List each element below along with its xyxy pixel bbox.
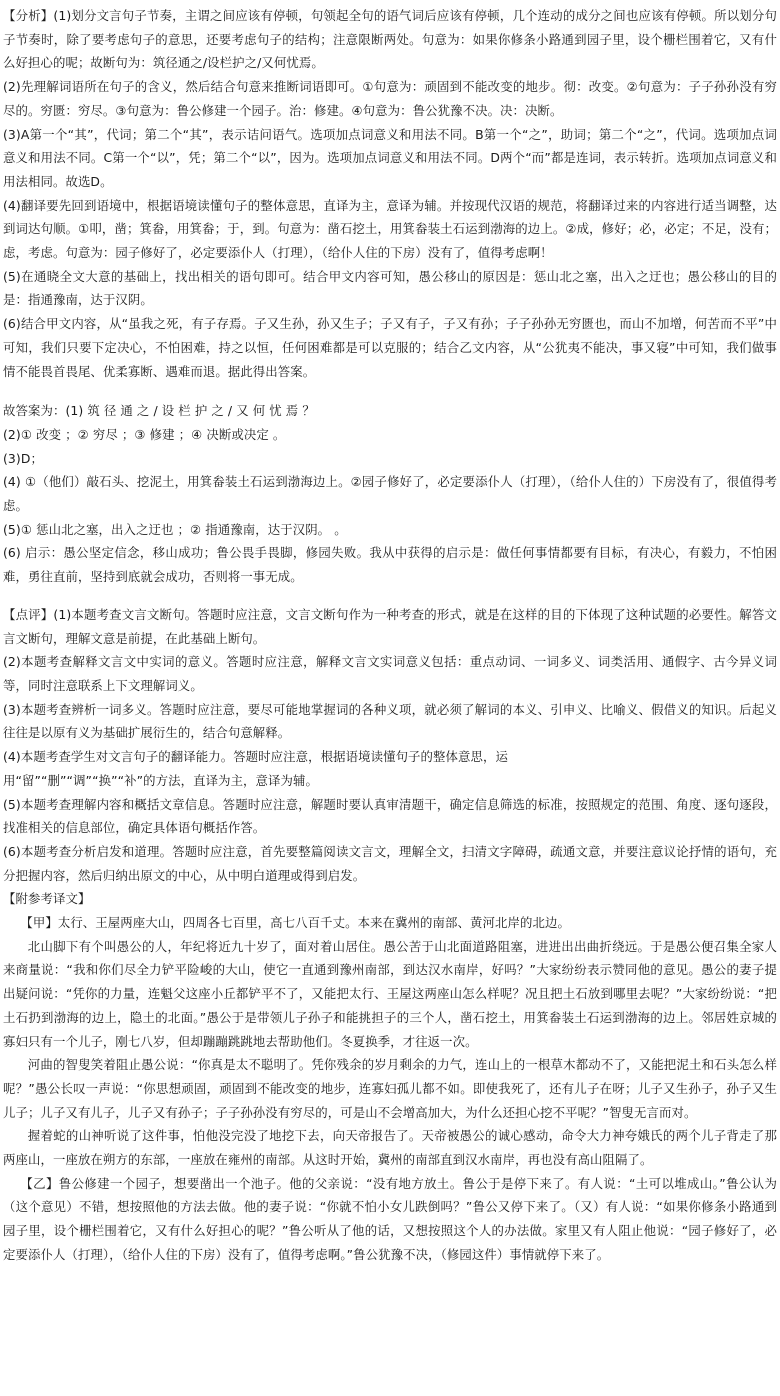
translation-heading: 【附参考译文】 [3,891,91,907]
answers-section [3,399,777,589]
translation-jia-3: 河曲的智叟笑着阻止愚公说：“你真是太不聪明了。凭你残余的岁月剩余的力气，连山上的一根草木都动不了，又能把泥土和石头怎么样呢？”愚公长叹一声说：“你思想顽固，顽固到不能改变的地步，连寡妇孤儿都不如。即使我死了，还有儿子在呀；儿子又生孙子，孙子又生儿子；儿子又有儿子，儿子又有孙子；子子孙孙没有穷尽的，可是山不会增高加大，为什么还担心挖不平呢？”智叟无言而对。 [3,1057,777,1120]
analysis-paragraph-6: (6)结合甲文内容，从“虽我之死，有子存焉。子又生孙，孙又生子；子又有子，子又有孙；子子孙孙无穷匮也，而山不加增，何苦而不平”中可知，我们只要下定决心，不怕困难，持之以恒，任何困难都是可以克服的；结合乙文内容，从“公犹夷不能决，事又寝”中可知，我们做事情不能畏首畏尾、优柔寡断、遇难而退。据此得出答案。 [3,316,777,379]
review-paragraph-2: (2)本题考查解释文言文中实词的意义。答题时应注意，解释文言文实词意义包括：重点动词、一词多义、词类活用、通假字、古今异义词等，同时注意联系上下文理解词义。 [3,654,777,693]
answer-3: (3)D； [3,450,43,466]
answer-2: (2)① 改变 ；② 穷尽 ；③ 修建 ；④ 决断或决定 。 [3,426,286,442]
analysis-section [3,4,777,383]
translation-jia-4: 握着蛇的山神听说了这件事，怕他没完没了地挖下去，向天帝报告了。天帝被愚公的诚心感动，命令大力神夸娥氏的两个儿子背走了那两座山，一座放在朔方的东部，一座放在雍州的南部。从这时开始，冀州的南部直到汉水南岸，再也没有高山阻隔了。 [3,1128,777,1168]
translation-jia-2: 北山脚下有个叫愚公的人，年纪将近九十岁了，面对着山居住。愚公苦于山北面道路阻塞，进进出出曲折绕远。于是愚公便召集全家人来商量说：“我和你们尽全力铲平险峻的大山，使它一直通到豫州南部，到达汉水南岸，好吗？”大家纷纷表示赞同他的意见。愚公的妻子提出疑问说：“凭你的力量，连魁父这座小丘都铲平不了，又能把太行、王屋这两座山怎么样呢？况且把土石放到哪里去呢？”大家纷纷说：“把土石扔到渤海的边上，隐土的北面。”愚公于是带领儿子孙子和能挑担子的三个人，凿石挖土，用箕畚装土石运到渤海的边上。邻居姓京城的寡妇只有一个儿子，刚七八岁，但却蹦蹦跳跳地去帮助他们。冬夏换季，才往返一次。 [3,938,777,1049]
analysis-paragraph-5: (5)在通晓全文大意的基础上，找出相关的语句即可。结合甲文内容可知，愚公移山的原因是：惩山北之塞，出入之迂也；愚公移山的目的是：指通豫南，达于汉阴。 [3,268,777,308]
review-paragraph-3: (3)本题考查辨析一词多义。答题时应注意，要尽可能地掌握词的各种义项，就必须了解词的本义、引申义、比喻义、假借义的知识。后起义往往是以原有义为基础扩展衍生的，结合句意解释。 [3,701,777,741]
translation-section [3,887,777,1266]
answer-4: (4) ①（他们）敲石头、挖泥土，用箕畚装土石运到渤海边上。②园子修好了，必定要添仆人（打理），（给仆人住的）下房没有了，很值得考虑。 [3,474,777,514]
analysis-paragraph-3: (3)A第一个“其”，代词；第二个“其”，表示诘问语气。选项加点词意义和用法不同。B第一个“之”，助词；第二个“之”，代词。选项加点词意义和用法不同。C第一个“以”，凭；第二个“以”，因为。选项加点词意义和用法不同。D两个“而”都是连词，表示转折。选项加点词意义和用法相同。故选D。 [3,126,777,189]
analysis-paragraph-1: 【分析】(1)划分文言句子节奏，主谓之间应该有停顿，句领起全句的语气词后应该有停顿，几个连动的成分之间也应该有停顿。所以划分句子节奏时，除了要考虑句子的意思，还要考虑句子的结构；注意限断两处。句意为：如果你修条小路通到园子里，设个栅栏围着它，又有什么好担心的呢；故断句为：筑径通之/设栏护之/又何忧焉。 [3,8,777,71]
review-paragraph-4a: (4)本题考查学生对文言句子的翻译能力。答题时应注意，根据语境读懂句子的整体意思，运 [3,749,508,765]
answer-1: 故答案为：(1) 筑 径 通 之 / 设 栏 护 之 / 又 何 忧 焉 ？ [3,403,315,419]
review-paragraph-5: (5)本题考查理解内容和概括文章信息。答题时应注意，解题时要认真审清题干，确定信息筛选的标准，按照规定的范围、角度、逐句逐段，找准相关的信息部位，确定具体语句概括作答。 [3,796,777,836]
analysis-paragraph-2: (2)先理解词语所在句子的含义，然后结合句意来推断词语即可。①句意为：顽固到不能改变的地步。彻：改变。②句意为：子子孙孙没有穷尽的。穷匮：穷尽。③句意为：鲁公修建一个园子。治：修建。④句意为：鲁公犹豫不决。决：决断。 [3,79,777,118]
answer-5: (5)① 惩山北之塞，出入之迂也 ；② 指通豫南，达于汉阴。 。 [3,521,347,537]
translation-yi-1: 【乙】鲁公修建一个园子，想要凿出一个池子。他的父亲说：“没有地方放土。鲁公于是停下来了。有人说：“土可以堆成山。”鲁公认为（这个意见）不错，想按照他的方法去做。他的妻子说：“你就不怕小女儿跌倒吗？”鲁公又停下来了。（又）有人说：“如果你修条小路通到园子里，设个栅栏围着它，又有什么好担心的呢？”鲁公听从了他的话，又想按照这个人的办法做。家里又有人阻止他说：“园子修好了，必定要添仆人（打理），（给仆人住的下房）没有了，值得考虑啊。”鲁公犹豫不决，（修园这件）事情就停下来了。 [3,1175,777,1262]
translation-jia-1: 【甲】太行、王屋两座大山，四周各七百里，高七八百千丈。本来在冀州的南部、黄河北岸的北边。 [20,915,570,931]
review-paragraph-6: (6)本题考查分析启发和道理。答题时应注意，首先要整篇阅读文言文，理解全文，扫清文字障碍，疏通文意，并要注意议论抒情的语句，充分把握内容，然后归纳出原文的中心，从中明白道理或得到启发。 [3,843,777,883]
analysis-paragraph-4: (4)翻译要先回到语境中，根据语境读懂句子的整体意思，直译为主，意译为辅。并按现代汉语的规范，将翻译过来的内容进行适当调整，达到词达句顺。①叩，凿；箕畚，用箕畚；于，到。句意为：凿石挖土，用箕畚装土石运到渤海的边上。②成，修好；必，必定；不足，没有；虑，考虑。句意为：园子修好了，必定要添仆人（打理），（给仆人住的下房）没有了，值得考虑啊！ [3,197,777,261]
answer-6: (6) 启示：愚公坚定信念，移山成功；鲁公畏手畏脚，修园失败。我从中获得的启示是：做任何事情都要有目标，有决心，有毅力，不怕困难，勇往直前，坚持到底就会成功，否则将一事无成。 [3,545,777,585]
review-paragraph-4b: 用“留”“删”“调”“换”“补”的方法，直译为主，意译为辅。 [3,772,319,788]
review-paragraph-1: 【点评】(1)本题考查文言文断句。答题时应注意，文言文断句作为一种考查的形式，就是在这样的目的下体现了这种试题的必要性。解答文言文断句，理解文意是前提，在此基础上断句。 [3,606,777,646]
review-section [3,603,777,887]
